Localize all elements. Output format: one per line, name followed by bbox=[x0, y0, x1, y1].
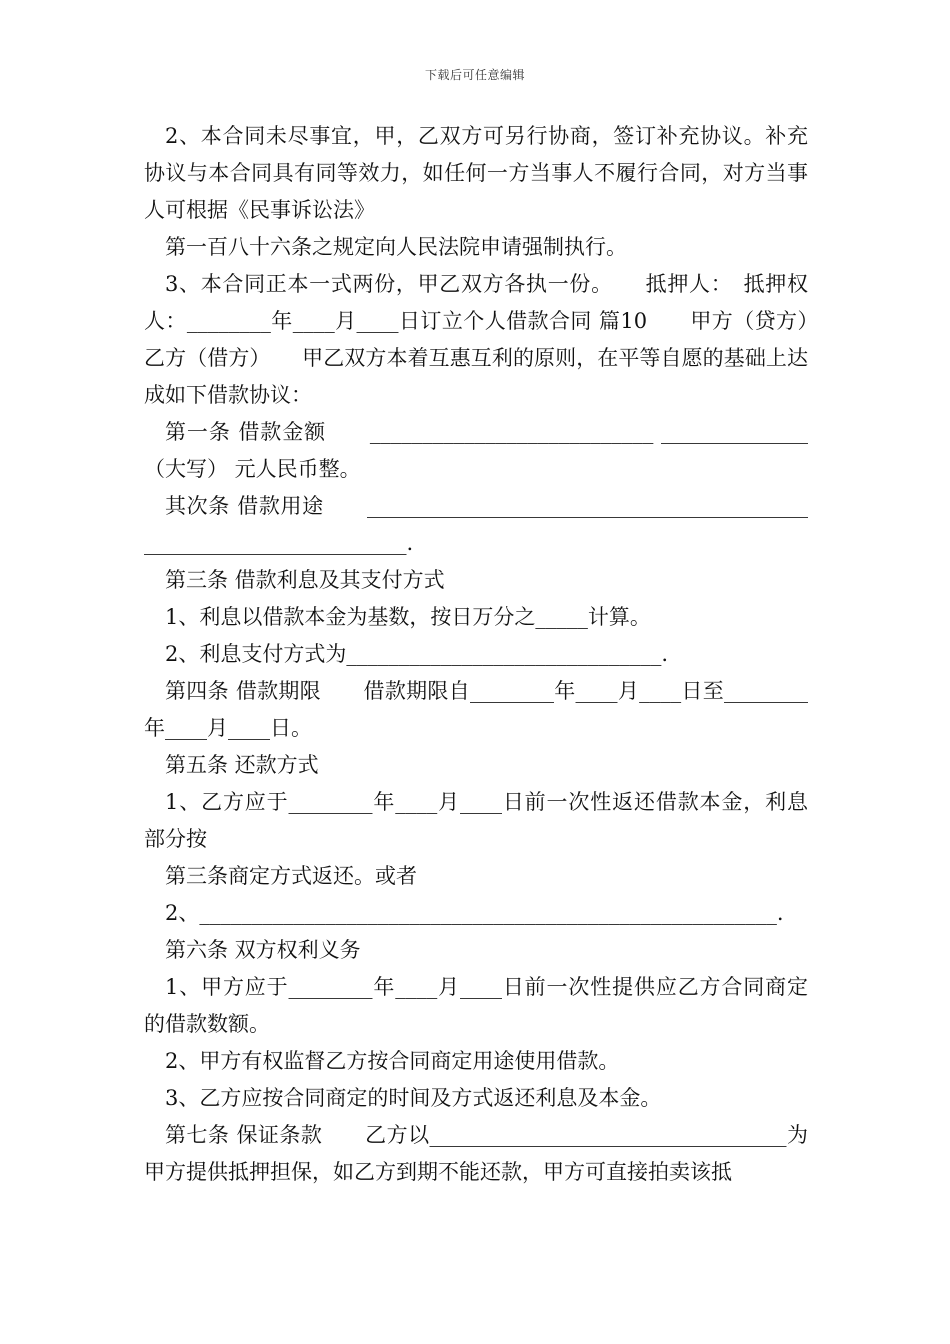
paragraph-article-3: 第三条 借款利息及其支付方式 bbox=[165, 568, 445, 592]
paragraph-supplement: 2、本合同未尽事宜，甲，乙双方可另行协商，签订补充协议。补充协议与本合同具有同等效力，如任何一方当事人不履行合同，对方当事人可根据《民事诉讼法》 bbox=[144, 124, 808, 222]
paragraph-copies: 3、本合同正本一式两份，甲乙双方各执一份。 抵押人： 抵押权人：________年____月____日订立个人借款合同 篇10 甲方（贷方） 乙方（借方） 甲乙双方本着互惠互利的原则，在平等自愿的基础上达成如下借款协议： bbox=[144, 272, 850, 407]
paragraph-enforcement: 第一百八十六条之规定向人民法院申请强制执行。 bbox=[165, 235, 627, 259]
paragraph-article-4: 第四条 借款期限 借款期限自________年____月____日至________年____月____日。 bbox=[144, 679, 808, 740]
paragraph-article-2: 其次条 借款用途 ___________________________________________________________________. bbox=[144, 494, 808, 555]
paragraph-article-6-item-2: 2、甲方有权监督乙方按合同商定用途使用借款。 bbox=[165, 1049, 620, 1073]
paragraph-article-3-item-2: 2、利息支付方式为______________________________. bbox=[165, 642, 669, 666]
paragraph-article-5-item-1: 1、乙方应于________年____月____日前一次性返还借款本金，利息部分按 bbox=[144, 790, 808, 851]
paragraph-article-5-item-1-cont: 第三条商定方式返还。或者 bbox=[165, 864, 417, 888]
paragraph-article-1: 第一条 借款金额 ___________________________ ______________（大写） 元人民币整。 bbox=[144, 420, 808, 481]
page-header-note: 下载后可任意编辑 bbox=[424, 68, 525, 82]
paragraph-article-5: 第五条 还款方式 bbox=[165, 753, 319, 777]
document-body bbox=[144, 118, 850, 1191]
paragraph-article-7: 第七条 保证条款 乙方以__________________________________为甲方提供抵押担保，如乙方到期不能还款，甲方可直接拍卖该抵 bbox=[144, 1123, 808, 1184]
paragraph-article-3-item-1: 1、利息以借款本金为基数，按日万分之_____计算。 bbox=[165, 605, 651, 629]
paragraph-article-6-item-3: 3、乙方应按合同商定的时间及方式返还利息及本金。 bbox=[165, 1086, 662, 1110]
paragraph-article-6: 第六条 双方权利义务 bbox=[165, 938, 361, 962]
paragraph-article-5-item-2: 2、_______________________________________________________. bbox=[165, 901, 784, 925]
paragraph-article-6-item-1: 1、甲方应于________年____月____日前一次性提供应乙方合同商定的借款数额。 bbox=[144, 975, 808, 1036]
